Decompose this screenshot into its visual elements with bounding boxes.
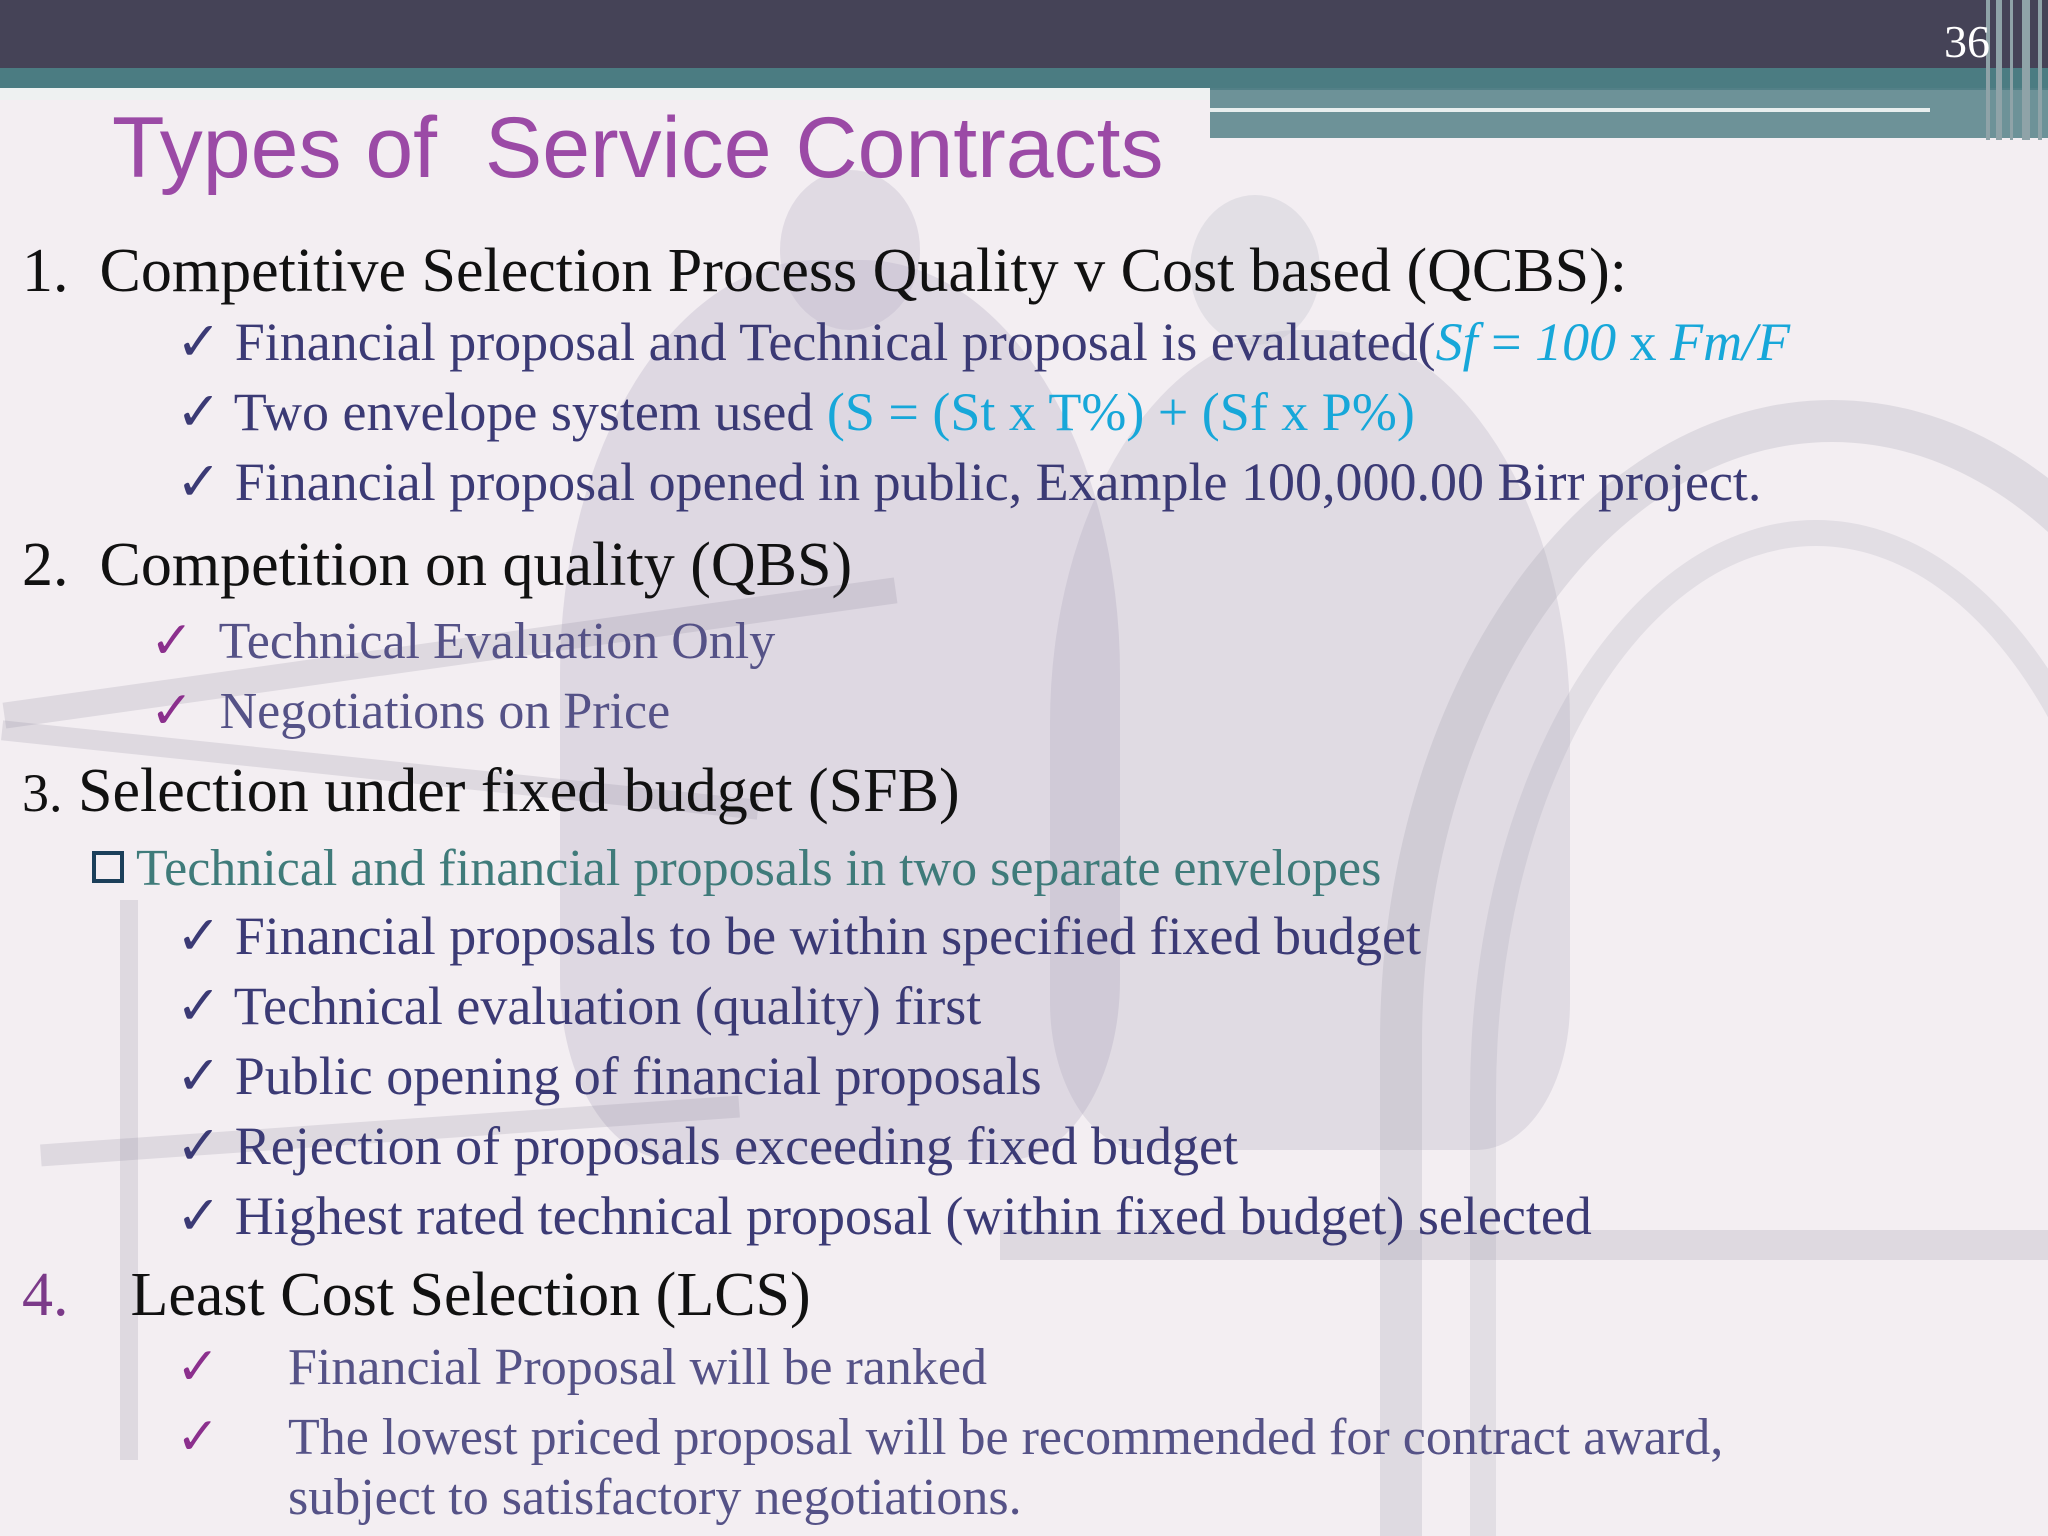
header-accent-block	[1210, 88, 2048, 138]
formula-part: =	[1477, 312, 1536, 372]
check-icon: ✓	[176, 1046, 222, 1106]
section-number: 4.	[22, 1261, 69, 1329]
formula-part: Sf	[1435, 312, 1478, 372]
check-icon: ✓	[176, 906, 222, 966]
section-1-heading	[22, 236, 1627, 306]
bullet-text: The lowest priced proposal will be recommended for contract award,	[288, 1409, 1724, 1466]
slide-title: Types of Service Contracts	[112, 100, 1164, 196]
section-2-heading	[22, 530, 852, 600]
section-title: Selection under fixed budget (SFB)	[78, 757, 960, 825]
bullet-item	[176, 380, 1415, 444]
bullet-item	[176, 450, 1761, 514]
bullet-text: Highest rated technical proposal (within fixed budget) selected	[234, 1186, 1592, 1246]
bullet-item	[176, 974, 981, 1038]
section-title: Competitive Selection Process Quality v Cost based (QCBS):	[99, 237, 1627, 305]
header-bar	[0, 0, 2048, 68]
bullet-item	[176, 1184, 1592, 1248]
formula-text: (S = (St x T%) + (Sf x P%)	[826, 382, 1415, 442]
bullet-item	[150, 680, 670, 744]
slide-number: 36	[1944, 16, 1990, 67]
bullet-text: subject to satisfactory negotiations.	[288, 1469, 1022, 1526]
check-icon: ✓	[176, 1116, 222, 1176]
bullet-text: Two envelope system used	[233, 382, 827, 442]
check-icon: ✓	[176, 976, 222, 1036]
box-item-text: Technical and financial proposals in two separate envelopes	[136, 840, 1382, 897]
section-number: 2.	[22, 531, 69, 599]
check-icon: ✓	[176, 1339, 220, 1396]
bullet-text: Technical Evaluation Only	[218, 613, 776, 670]
check-icon: ✓	[176, 1186, 222, 1246]
bullet-item	[176, 1336, 987, 1400]
box-item	[92, 838, 1381, 900]
section-4-heading	[22, 1260, 811, 1330]
bullet-item	[150, 610, 775, 674]
check-icon: ✓	[176, 452, 222, 512]
check-icon: ✓	[176, 312, 222, 372]
bullet-text: Rejection of proposals exceeding fixed budget	[234, 1116, 1238, 1176]
header-thin-line	[1210, 108, 1930, 112]
check-icon: ✓	[176, 382, 222, 442]
checkbox-square-icon	[92, 851, 124, 883]
section-3-heading	[22, 756, 960, 828]
formula-part: 100	[1535, 312, 1617, 372]
formula-part: Fm/F	[1670, 312, 1791, 372]
check-icon: ✓	[150, 683, 194, 740]
bullet-text: Technical evaluation (quality) first	[233, 976, 982, 1036]
section-number: 1.	[22, 237, 69, 305]
bullet-text: Financial proposal and Technical proposal is evaluated(	[234, 312, 1436, 372]
check-icon: ✓	[150, 613, 194, 670]
check-icon: ✓	[176, 1409, 220, 1466]
bullet-item	[176, 310, 1790, 374]
bullet-item	[176, 1114, 1238, 1178]
bullet-item	[176, 904, 1421, 968]
corner-stripes	[1980, 0, 2048, 140]
bullet-item	[176, 1406, 1723, 1470]
bullet-text: Financial proposals to be within specified fixed budget	[234, 906, 1421, 966]
bullet-item	[176, 1044, 1042, 1108]
bullet-continuation	[288, 1466, 1022, 1530]
bullet-text: Public opening of financial proposals	[234, 1046, 1042, 1106]
header-accent-bar	[0, 68, 2048, 90]
section-number: 3.	[22, 763, 63, 823]
bullet-text: Financial Proposal will be ranked	[288, 1339, 987, 1396]
section-title: Least Cost Selection (LCS)	[130, 1261, 811, 1329]
formula-part: x	[1616, 312, 1671, 372]
bullet-text: Negotiations on Price	[219, 683, 671, 740]
bullet-text: Financial proposal opened in public, Example 100,000.00 Birr project.	[234, 452, 1762, 512]
section-title: Competition on quality (QBS)	[99, 531, 853, 599]
